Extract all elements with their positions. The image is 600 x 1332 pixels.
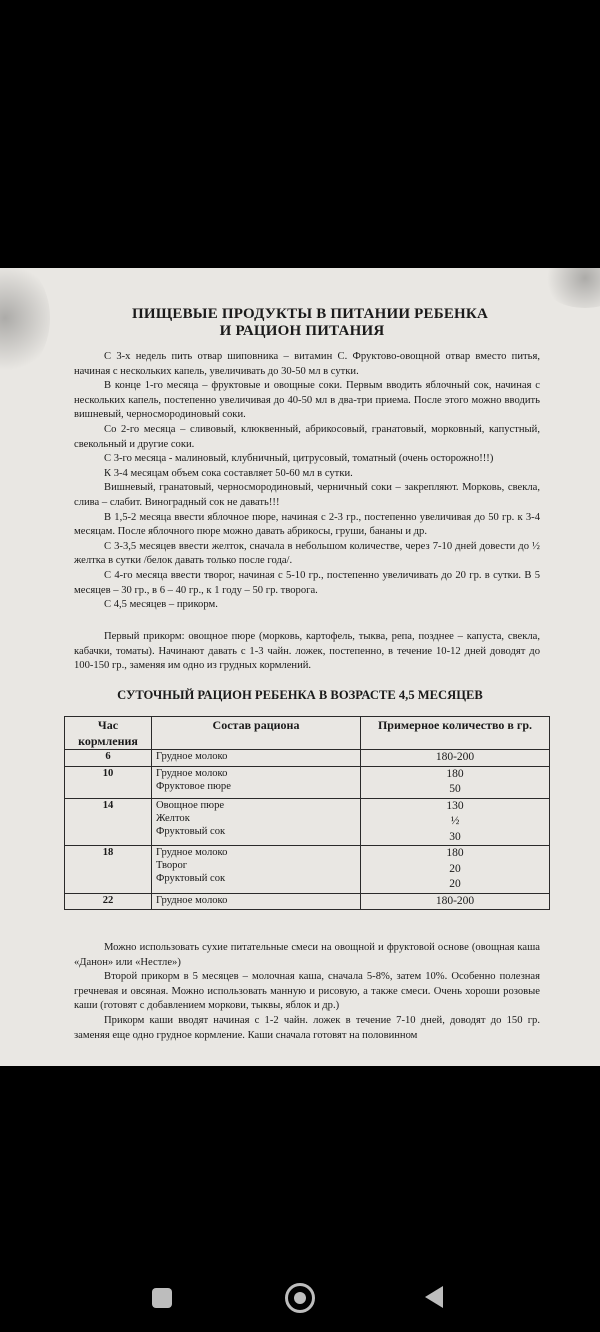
circle-icon[interactable] <box>285 1283 315 1313</box>
amount: 130 <box>446 799 464 812</box>
item: Грудное молоко <box>156 767 228 779</box>
item: Грудное молоко <box>156 751 228 762</box>
paragraph: Второй прикорм в 5 месяцев – молочная каша, сначала 5-8%, затем 10%. Особенно полезная гречневая и овсяная. Можно использовать манную и рисовую, а также смеси. Очень хороши розовые каши (готовят с добавлением моркови, тыквы, яблок и др.) <box>74 971 540 1012</box>
paragraph: С 3-х недель пить отвар шиповника – витамин С. Фруктово-овощной отвар вместо питья, начиная с нескольких капель, увеличивать до 30-50 мл в сутки. <box>74 351 540 377</box>
amount: 180-200 <box>435 751 475 763</box>
item: Грудное молоко <box>156 847 228 858</box>
amount: 180 <box>446 847 464 859</box>
cell-composition <box>152 846 361 894</box>
cell-composition <box>152 893 361 910</box>
ration-table <box>64 716 550 910</box>
cell-amount <box>361 846 550 894</box>
amount: ½ <box>450 815 460 827</box>
table-row <box>65 750 550 767</box>
item: Фруктовый сок <box>156 873 226 884</box>
system-navigation-bar <box>0 1240 600 1332</box>
amount: 20 <box>449 862 461 875</box>
square-icon[interactable] <box>152 1288 172 1308</box>
paragraph: Можно использовать сухие питательные смеси на овощной и фруктовой основе (овощная каша «Данон» или «Нестле») <box>74 942 540 968</box>
table-row <box>65 893 550 910</box>
item: Овощное пюре <box>156 799 225 811</box>
paragraph: Прикорм каши вводят начиная с 1-2 чайн. ложек в течение 7-10 дней, доводят до 150 гр. заменяя еще одно грудное кормление. Каши сначала готовят на половинном <box>74 1014 540 1041</box>
paragraph: Со 2-го месяца – сливовый, клюквенный, абрикосовый, гранатовый, морковный, капустный, свекольный и другие соки. <box>74 423 540 450</box>
paragraphs-top <box>74 350 540 613</box>
table-header-row <box>65 717 550 750</box>
cell-composition <box>152 750 361 767</box>
paragraph-prikorm-block <box>74 630 540 674</box>
cell-hour: 10 <box>65 766 152 798</box>
paragraph: С 4,5 месяцев – прикорм. <box>104 599 218 611</box>
cell-amount <box>361 750 550 767</box>
header-hour: Час кормления <box>65 717 152 750</box>
smudge-decoration <box>540 268 600 308</box>
paragraph: С 3-3,5 месяцев ввести желток, сначала в небольшом количестве, через 7-10 дней довести до ½ желтка в сутки /белок давать только после года/. <box>74 540 540 567</box>
cell-amount <box>361 766 550 798</box>
cell-composition <box>152 766 361 798</box>
amount: 30 <box>449 830 461 843</box>
cell-hour: 22 <box>65 893 152 910</box>
cell-hour: 14 <box>65 798 152 846</box>
amount: 20 <box>449 878 461 890</box>
table-title: СУТОЧНЫЙ РАЦИОН РЕБЕНКА В ВОЗРАСТЕ 4,5 МЕСЯЦЕВ <box>117 688 483 702</box>
paragraph: В конце 1-го месяца – фруктовые и овощные соки. Первым вводить яблочный сок, начиная с нескольких капель, постепенно увеличивая до 40-50 мл в два-три приема. После этого можно вводить вишневый, черносмородиновый соки. <box>74 380 540 421</box>
document-page <box>0 268 600 1066</box>
table-row <box>65 846 550 894</box>
item: Желток <box>156 812 190 824</box>
item: Творог <box>156 860 188 871</box>
amount: 180-200 <box>435 894 475 907</box>
home-dot-icon <box>294 1292 306 1304</box>
paragraph: В 1,5-2 месяца ввести яблочное пюре, начиная с 2-3 гр., постепенно увеличивая до 50 гр. к 3-4 месяцам. После яблочного пюре можно давать абрикосы, груши, бананы и др. <box>74 511 540 538</box>
paragraphs-bottom <box>74 941 540 1043</box>
cell-composition <box>152 798 361 846</box>
cell-hour: 18 <box>65 846 152 894</box>
paragraph: Вишневый, гранатовый, черносмородиновый, черничный соки – закрепляют. Морковь, свекла, слива – слабит. Виноградный сок не давать!!! <box>74 482 540 508</box>
paragraph: С 3-го месяца - малиновый, клубничный, цитрусовый, томатный (очень осторожно!!!) <box>104 453 494 465</box>
photo-background-top <box>0 0 600 268</box>
paragraph: С 4-го месяца ввести творог, начиная с 5-10 гр., постепенно увеличивать до 20 гр. в сутки. В 5 месяцев – 30 гр., в 6 – 40 гр., к 1 году – 50 гр. творога. <box>74 569 540 596</box>
item: Фруктовый сок <box>156 825 226 837</box>
header-amount: Примерное количество в гр. <box>361 717 550 750</box>
cell-amount <box>361 893 550 910</box>
cell-hour: 6 <box>65 750 152 767</box>
amount: 180 <box>446 767 464 780</box>
cell-amount <box>361 798 550 846</box>
table-row <box>65 766 550 798</box>
header-composition: Состав рациона <box>152 717 361 750</box>
amount: 50 <box>449 783 461 795</box>
item: Фруктовое пюре <box>156 780 231 792</box>
paragraph-prikorm: Первый прикорм: овощное пюре (морковь, картофель, тыква, репа, позднее – капуста, свекла, кабачки, томаты). Начинают давать с 1-3 чайн. ложек, постепенно, в течение 10-12 дней доводят до 100-150 гр., заменяя им одно из грудных кормлений. <box>74 631 540 672</box>
item: Грудное молоко <box>156 894 228 906</box>
paragraph: К 3-4 месяцам объем сока составляет 50-60 мл в сутки. <box>104 467 353 479</box>
triangle-icon[interactable] <box>425 1286 443 1308</box>
table-row <box>65 798 550 846</box>
page-title-line2: И РАЦИОН ПИТАНИЯ <box>219 323 385 339</box>
page-title-line1: ПИЩЕВЫЕ ПРОДУКТЫ В ПИТАНИИ РЕБЕНКА <box>131 306 489 322</box>
